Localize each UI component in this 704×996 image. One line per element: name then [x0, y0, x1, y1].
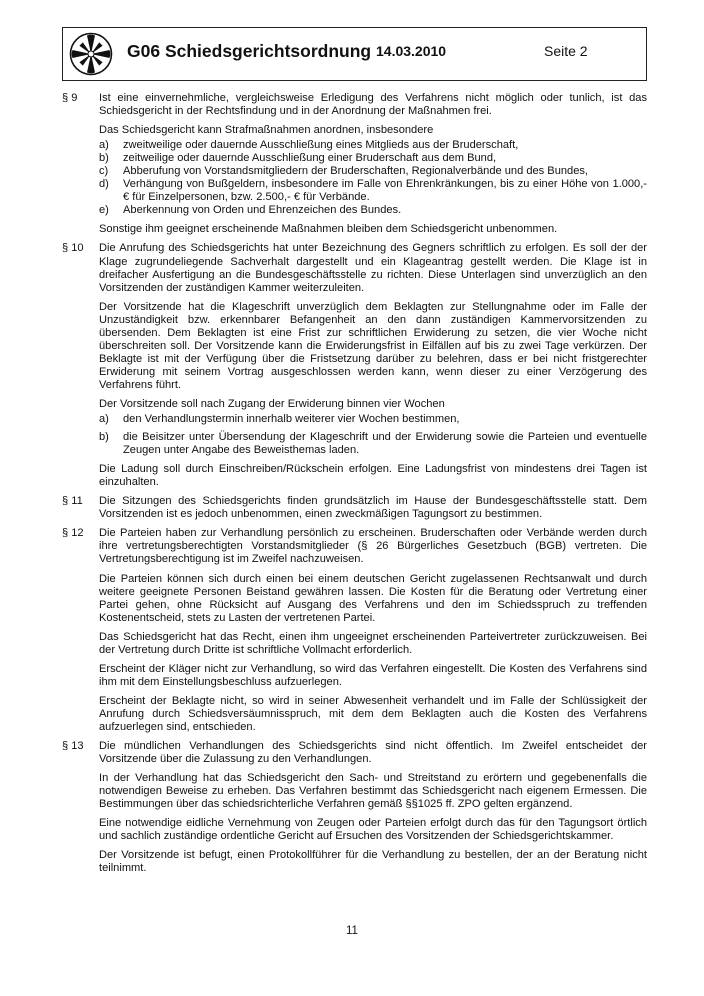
list-item-text: Verhängung von Bußgeldern, insbesondere im Falle von Ehrenkränkungen, bis zu einer Höhe von 1.000,- € für Einzelpersonen, bzw. 2.500,- € für Verbände.	[123, 178, 647, 204]
list-item	[99, 178, 647, 204]
section	[62, 527, 647, 734]
list-item	[99, 431, 647, 457]
section	[62, 495, 647, 521]
paragraph: Der Vorsitzende ist befugt, einen Protokollführer für die Verhandlung zu bestellen, der an der Beratung nicht teilnimmt.	[99, 849, 647, 875]
section	[62, 92, 647, 236]
section-number: § 11	[62, 495, 83, 508]
section	[62, 242, 647, 489]
paragraph: Das Schiedsgericht kann Strafmaßnahmen anordnen, insbesondere	[99, 124, 434, 137]
list-item-text: zweitweilige oder dauernde Ausschließung eines Mitglieds aus der Bruderschaft,	[123, 139, 519, 152]
list-item-text: Aberkennung von Orden und Ehrenzeichen des Bundes.	[123, 204, 402, 217]
list-item-label: a)	[99, 139, 109, 152]
list-item-label: c)	[99, 165, 109, 178]
paragraph: Der Vorsitzende soll nach Zugang der Erwiderung binnen vier Wochen	[99, 397, 445, 410]
list-item	[99, 165, 647, 178]
paragraph: Die mündlichen Verhandlungen des Schiedsgerichts sind nicht öffentlich. Im Zweifel entscheidet der Vorsitzende über die Zulassung zu den Verhandlungen.	[99, 740, 647, 766]
list-item-text: die Beisitzer unter Übersendung der Klageschrift und der Erwiderung sowie die Parteien und eventuelle Zeugen unter Angabe des Beweisthemas laden.	[123, 431, 647, 457]
paragraph: Erscheint der Kläger nicht zur Verhandlung, so wird das Verfahren eingestellt. Die Kosten des Verfahrens sind ihm mit dem Einstellungsbeschluss aufzuerlegen.	[99, 662, 647, 688]
paragraph: Das Schiedsgericht hat das Recht, einen ihm ungeeignet erscheinenden Parteivertreter zurückzuweisen. Bei der Vertretung durch Dritte ist schriftliche Vollmacht erforderlich.	[99, 630, 647, 656]
document-body	[62, 92, 647, 881]
list-item	[99, 152, 647, 165]
paragraph: Der Vorsitzende hat die Klageschrift unverzüglich dem Beklagten zur Stellungnahme oder im Falle der Unzuständigkeit bzw. erkennbarer Befangenheit an den dann zuständigen Kammervorsitzenden zu übersenden. Dem Beklagten ist eine Frist zur schriftlichen Erwiderung zu setzen, die vier Woche nicht überschreiten soll. Der Vorsitzende kann die Erwiderungsfrist in Eilfällen auf bis zu zwei Tage verkürzen. Der Beklagte ist mit der Verfügung über die Fristsetzung darüber zu belehren, dass er bei nicht fristgerechter Erwiderung mit seinem Vortrag ausgeschlossen werden kann, wenn dieser zu einer Verzögerung des Verfahrens führt.	[99, 300, 647, 391]
paragraph: Die Parteien können sich durch einen bei einem deutschen Gericht zugelassenen Rechtsanwalt und durch weitere geeignete Personen Beistand gewähren lassen. Die Kosten für die Beratung oder Vertretung einer Partei gehen, ohne Rücksicht auf Ausgang des Verfahrens und den im Schiedsspruch zu treffenden Kostenentscheid, stets zu Lasten der vertretenen Partei.	[99, 572, 647, 624]
list-item-label: d)	[99, 178, 109, 191]
section-number: § 12	[62, 527, 84, 540]
paragraph: Die Parteien haben zur Verhandlung persönlich zu erscheinen. Bruderschaften oder Verbände werden durch ihre vertretungsberechtigten Vorstandsmitglieder (§ 26 Bürgerliches Gesetzbuch (BGB) vertreten. Die Vertretungsberechtigung ist im Zweifel nachzuweisen.	[99, 527, 647, 566]
section-number: § 9	[62, 92, 78, 104]
section	[62, 740, 647, 875]
paragraph: Die Sitzungen des Schiedsgerichts finden grundsätzlich im Hause der Bundesgeschäftsstelle statt. Dem Vorsitzenden ist es jedoch unbenommen, einen zweckmäßigen Tagungsort zu bestimmen.	[99, 495, 647, 521]
paragraph: Ist eine einvernehmliche, vergleichsweise Erledigung des Verfahrens nicht möglich oder tunlich, ist das Schiedsgericht in der Rechtsfindung und in der Anordnung der Maßnahmen frei.	[99, 92, 647, 118]
cross-emblem-icon	[69, 32, 113, 76]
paragraph: Erscheint der Beklagte nicht, so wird in seiner Abwesenheit verhandelt und im Falle der Schlüssigkeit der Anrufung durch Schiedsversäumnisspruch, mit dem dem Beklagten auch die Kosten des Verfahrens aufzuerlegen sind, entschieden.	[99, 694, 647, 733]
paragraph: Die Anrufung des Schiedsgerichts hat unter Bezeichnung des Gegners schriftlich zu erfolgen. Es soll der der Klage zugrundeliegende Sachverhalt dargestellt und ein Klageantrag gestellt werden. Die Klage ist in dreifacher Ausfertigung an die Bundesgeschäftsstelle zu richten. Diese Unterlagen sind unverzüglich an den Vorsitzenden der zuständigen Kammer weiterzuleiten.	[99, 242, 647, 294]
section-number: § 10	[62, 242, 84, 255]
list-item-label: b)	[99, 152, 109, 165]
section-number: § 13	[62, 740, 84, 753]
paragraph: Die Ladung soll durch Einschreiben/Rückschein erfolgen. Eine Ladungsfrist von mindestens drei Tagen ist einzuhalten.	[99, 463, 647, 489]
list-item	[99, 139, 647, 152]
paragraph: Eine notwendige eidliche Vernehmung von Zeugen oder Parteien erfolgt durch das für den Tagungsort örtlich und sachlich zuständige ordentliche Gericht auf Ersuchen des Vorsitzenden der Schiedsgerichtskammer.	[99, 817, 647, 843]
list-item-label: b)	[99, 431, 109, 444]
list-item-label: a)	[99, 413, 109, 426]
document-date: 14.03.2010	[376, 43, 447, 59]
list-item	[99, 413, 647, 426]
enumerated-list	[99, 413, 647, 457]
list-item-text: den Verhandlungstermin innerhalb weiterer vier Wochen bestimmen,	[123, 413, 460, 426]
list-item-text: Abberufung von Vorstandsmitgliedern der Bruderschaften, Regionalverbände und des Bundes,	[123, 165, 589, 178]
paragraph: Sonstige ihm geeignet erscheinende Maßnahmen bleiben dem Schiedsgericht unbenommen.	[99, 223, 558, 236]
list-item-label: e)	[99, 204, 109, 217]
enumerated-list	[99, 139, 647, 217]
list-item	[99, 204, 647, 217]
document-title: G06 Schiedsgerichtsordnung	[127, 41, 372, 61]
page-indicator: Seite 2	[544, 43, 588, 59]
page-number: 11	[346, 925, 358, 937]
list-item-text: zeitweilige oder dauernde Ausschließung einer Bruderschaft aus dem Bund,	[123, 152, 497, 165]
document-header	[62, 27, 647, 81]
paragraph: In der Verhandlung hat das Schiedsgericht den Sach- und Streitstand zu erörtern und gegebenenfalls die notwendigen Beweise zu erheben. Das Verfahren bestimmt das Schiedsgericht nach eigenem Ermessen. Die Bestimmungen über das schiedsrichterliche Verfahren gemäß §§1025 ff. ZPO gelten ergänzend.	[99, 772, 647, 811]
